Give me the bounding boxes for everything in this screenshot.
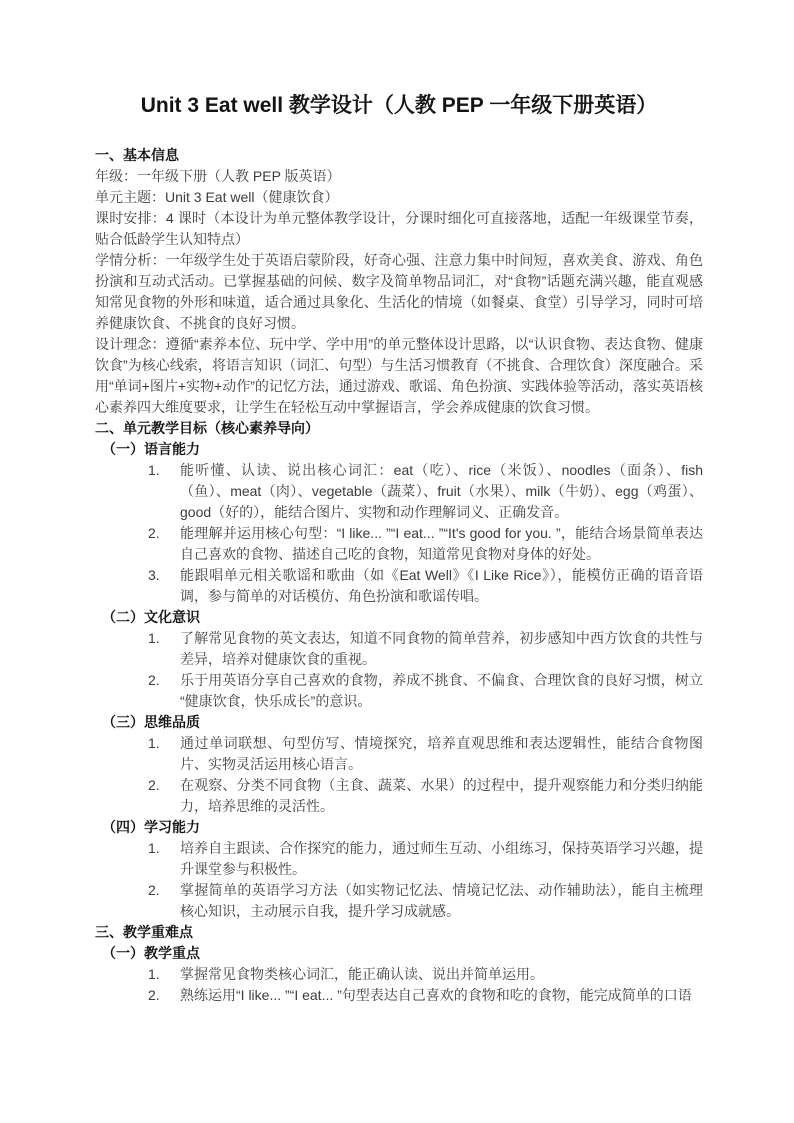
heading-basic-info: 一、基本信息 <box>95 147 179 163</box>
language-ability-list <box>95 460 703 607</box>
line-learner-analysis: 学情分析：一年级学生处于英语启蒙阶段，好奇心强、注意力集中时间短，喜欢美食、游戏、角色扮演和互动式活动。已掌握基础的问候、数字及简单物品词汇，对“食物”话题充满兴趣，能直观感知常见食物的外形和味道，适合通过具象化、生活化的情境（如餐桌、食堂）引导学习，同时可培养健康饮食、不挑食的良好习惯。 <box>95 252 703 331</box>
heading-objectives: 二、单元教学目标（核心素养导向） <box>95 420 319 436</box>
list-item: 在观察、分类不同食物（主食、蔬菜、水果）的过程中，提升观察能力和分类归纳能力，培养思维的灵活性。 <box>180 777 703 814</box>
line-schedule: 课时安排：4 课时（本设计为单元整体教学设计，分课时细化可直接落地，适配一年级课堂节奏，贴合低龄学生认知特点） <box>95 210 703 247</box>
heading-language-ability: （一）语言能力 <box>102 441 200 457</box>
heading-thinking-quality: （三）思维品质 <box>102 714 200 730</box>
heading-learning-ability: （四）学习能力 <box>102 819 200 835</box>
heading-cultural-awareness: （二）文化意识 <box>102 609 200 625</box>
heading-key-points: 三、教学重难点 <box>95 924 193 940</box>
list-item: 乐于用英语分享自己喜欢的食物，养成不挑食、不偏食、合理饮食的良好习惯，树立“健康饮食，快乐成长”的意识。 <box>180 672 703 709</box>
list-item: 了解常见食物的英文表达，知道不同食物的简单营养，初步感知中西方饮食的共性与差异，培养对健康饮食的重视。 <box>180 630 703 667</box>
list-item: 能理解并运用核心句型：“I like... ”“I eat... ”“It's good for you. ”，能结合场景简单表达自己喜欢的食物、描述自己吃的食物，知道常见食物对身体的好处。 <box>180 525 703 562</box>
line-grade: 年级：一年级下册（人教 PEP 版英语） <box>95 168 341 184</box>
cultural-awareness-list <box>95 628 703 712</box>
thinking-quality-list <box>95 733 703 817</box>
list-item: 能跟唱单元相关歌谣和歌曲（如《Eat Well》《I Like Rice》），能模仿正确的语音语调，参与简单的对话模仿、角色扮演和歌谣传唱。 <box>180 567 703 604</box>
document-title: Unit 3 Eat well 教学设计（人教 PEP 一年级下册英语） <box>140 94 658 117</box>
line-design-concept: 设计理念：遵循“素养本位、玩中学、学中用”的单元整体设计思路，以“认识食物、表达食物、健康饮食”为核心线索，将语言知识（词汇、句型）与生活习惯教育（不挑食、合理饮食）深度融合。采用“单词+图片+实物+动作”的记忆方法，通过游戏、歌谣、角色扮演、实践体验等活动，落实英语核心素养四大维度要求，让学生在轻松互动中掌握语言，学会养成健康的饮食习惯。 <box>95 336 703 415</box>
list-item: 掌握简单的英语学习方法（如实物记忆法、情境记忆法、动作辅助法），能自主梳理核心知识，主动展示自我，提升学习成就感。 <box>180 882 703 919</box>
list-item: 掌握常见食物类核心词汇，能正确认读、说出并简单运用。 <box>180 966 544 982</box>
line-unit-theme: 单元主题：Unit 3 Eat well（健康饮食） <box>95 189 339 205</box>
list-item: 培养自主跟读、合作探究的能力，通过师生互动、小组练习，保持英语学习兴趣，提升课堂参与积极性。 <box>180 840 703 877</box>
heading-teaching-focus: （一）教学重点 <box>102 945 200 961</box>
teaching-focus-list <box>95 964 703 1006</box>
learning-ability-list <box>95 838 703 922</box>
list-item: 能听懂、认读、说出核心词汇：eat（吃）、rice（米饭）、noodles（面条）、fish（鱼）、meat（肉）、vegetable（蔬菜）、fruit（水果）、milk（牛奶）、egg（鸡蛋）、good（好的），能结合图片、实物和动作理解词义、正确发音。 <box>180 462 703 520</box>
list-item: 通过单词联想、句型仿写、情境探究，培养直观思维和表达逻辑性，能结合食物图片、实物灵活运用核心语言。 <box>180 735 703 772</box>
list-item: 熟练运用“I like... ”“I eat... ”句型表达自己喜欢的食物和吃的食物，能完成简单的口语 <box>180 987 692 1003</box>
